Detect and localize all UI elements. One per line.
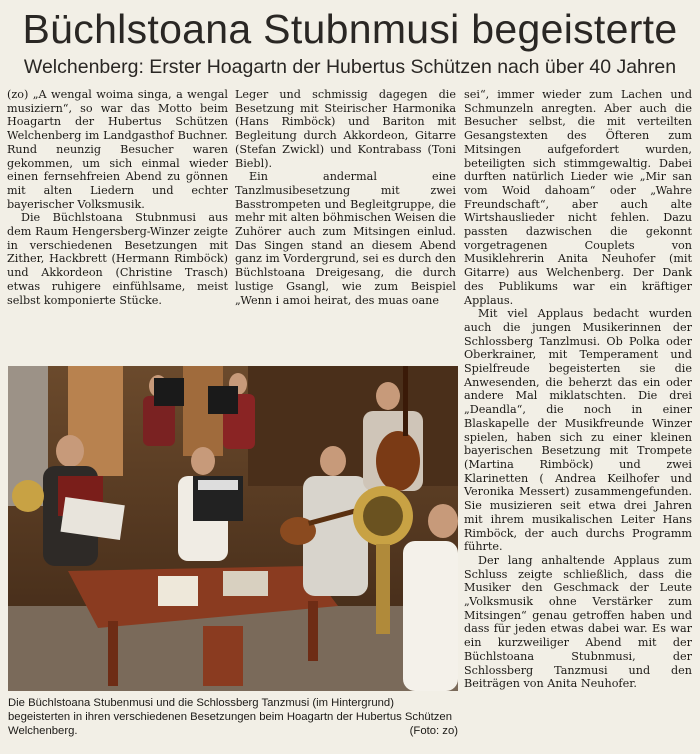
photo-caption <box>8 696 458 738</box>
paragraph: Leger und schmissig dagegen die Besetzung mit Steirischer Harmonika (Hans Rimböck) und Bariton mit Begleitung durch Akkordeon, Gitarre (Stefan Zwickl) und Kontrabass (Toni Biebl). <box>235 88 456 170</box>
paragraph: Der lang anhaltende Applaus zum Schluss zeigte schließlich, dass die Musiker den Geschmack der Leute „Volksmusik ohne Verstärker zum Mitsingen“ genau getroffen haben und dass für jeden etwas dabei war. Es war ein kurzweiliger Abend mit der Büchlstoana Stubnmusi, der Schlossberg Tanzmusi und den Beiträgen von Anita Neuhofer. <box>464 553 692 691</box>
paragraph: Ein andermal eine Tanzlmusibesetzung mit zwei Basstrompeten und Begleitgruppe, die mehr mit alten böhmischen Weisen die Zuhörer auch zum Mitsingen einlud. Das Singen stand an diesem Abend ganz im Vordergrund, sei es durch den Büchlstoana Dreigesang, die durch lustige Gsangl, wie zum Beispiel „Wenn i amoi heirat, des muas oane <box>235 170 456 307</box>
article-column-1 <box>7 88 228 307</box>
article-column-3 <box>464 88 692 691</box>
paragraph: (zo) „A wengal woima singa, a wengal musiziern“, so war das Motto beim Hoagartn der Hubertus Schützen Welchenberg im Landgasthof Buchner. Rund neunzig Besucher waren gekommen, um sich einmal wieder einen fernsehfreien Abend zu gönnen mit alten Liedern und echter bayerischer Volksmusik. <box>7 88 228 211</box>
band-photo <box>8 366 458 691</box>
caption-text: Die Büchlstoana Stubenmusi und die Schlossberg Tanzmusi (im Hintergrund) begeisterten in ihren verschiedenen Besetzungen beim Hoagartn der Hubertus Schützen Welchenberg. <box>8 697 452 737</box>
subheadline: Welchenberg: Erster Hoagartn der Hubertus Schützen nach über 40 Jahren <box>23 56 677 78</box>
article-column-2 <box>235 88 456 307</box>
paragraph: Mit viel Applaus bedacht wurden auch die jungen Musikerinnen der Schlossberg Tanzlmusi. Ob Polka oder Oberkrainer, mit Temperament und Spielfreude begeisterten sie die Anwesenden, die beherzt das ein oder andere Mal miklatschten. Die drei „Deandla“, die noch in einer Blaskapelle der Musikfreunde Winzer spielen, haben sich zu einer kleinen bayerischen Besetzung mit Trompete (Martina Rimböck) und zwei Klarinetten ( Andrea Keilhofer und Veronika Messert) zusammengefunden. Sie musizieren seit etwa drei Jahren mit ihrem musikalischen Leiter Hans Rimböck, der auch durchs Programm führte. <box>464 307 692 554</box>
headline: Büchlstoana Stubnmusi begeisterte <box>22 6 678 52</box>
photo-credit: (Foto: zo) <box>409 725 458 737</box>
paragraph: sei“, immer wieder zum Lachen und Schmunzeln anregten. Aber auch die Besucher selbst, die mit verteilten Gesangstexten des Öfteren zum Mitsingen aufgefordert wurden, beteiligten sich stimmgewaltig. Dabei durften natürlich Lieder wie „Mir san vom Woid dahoam“ oder „Wahre Freundschaft“, aber auch alte Wirtshauslieder nicht fehlen. Dazu passten dazwischen die gekonnt vorgetragenen Couplets von Musiklehrerin Anita Neuhofer (mit Gitarre) aus Welchenberg. Der Dank des Publikums war ein kräftiger Applaus. <box>464 88 692 307</box>
paragraph: Die Büchlstoana Stubnmusi aus dem Raum Hengersberg-Winzer zeigte in verschiedenen Besetzungen mit Zither, Hackbrett (Hermann Rimböck) und Akkordeon (Christine Trasch) etwas ruhigere einfühlsame, meist selbst komponierte Stücke. <box>7 211 228 307</box>
